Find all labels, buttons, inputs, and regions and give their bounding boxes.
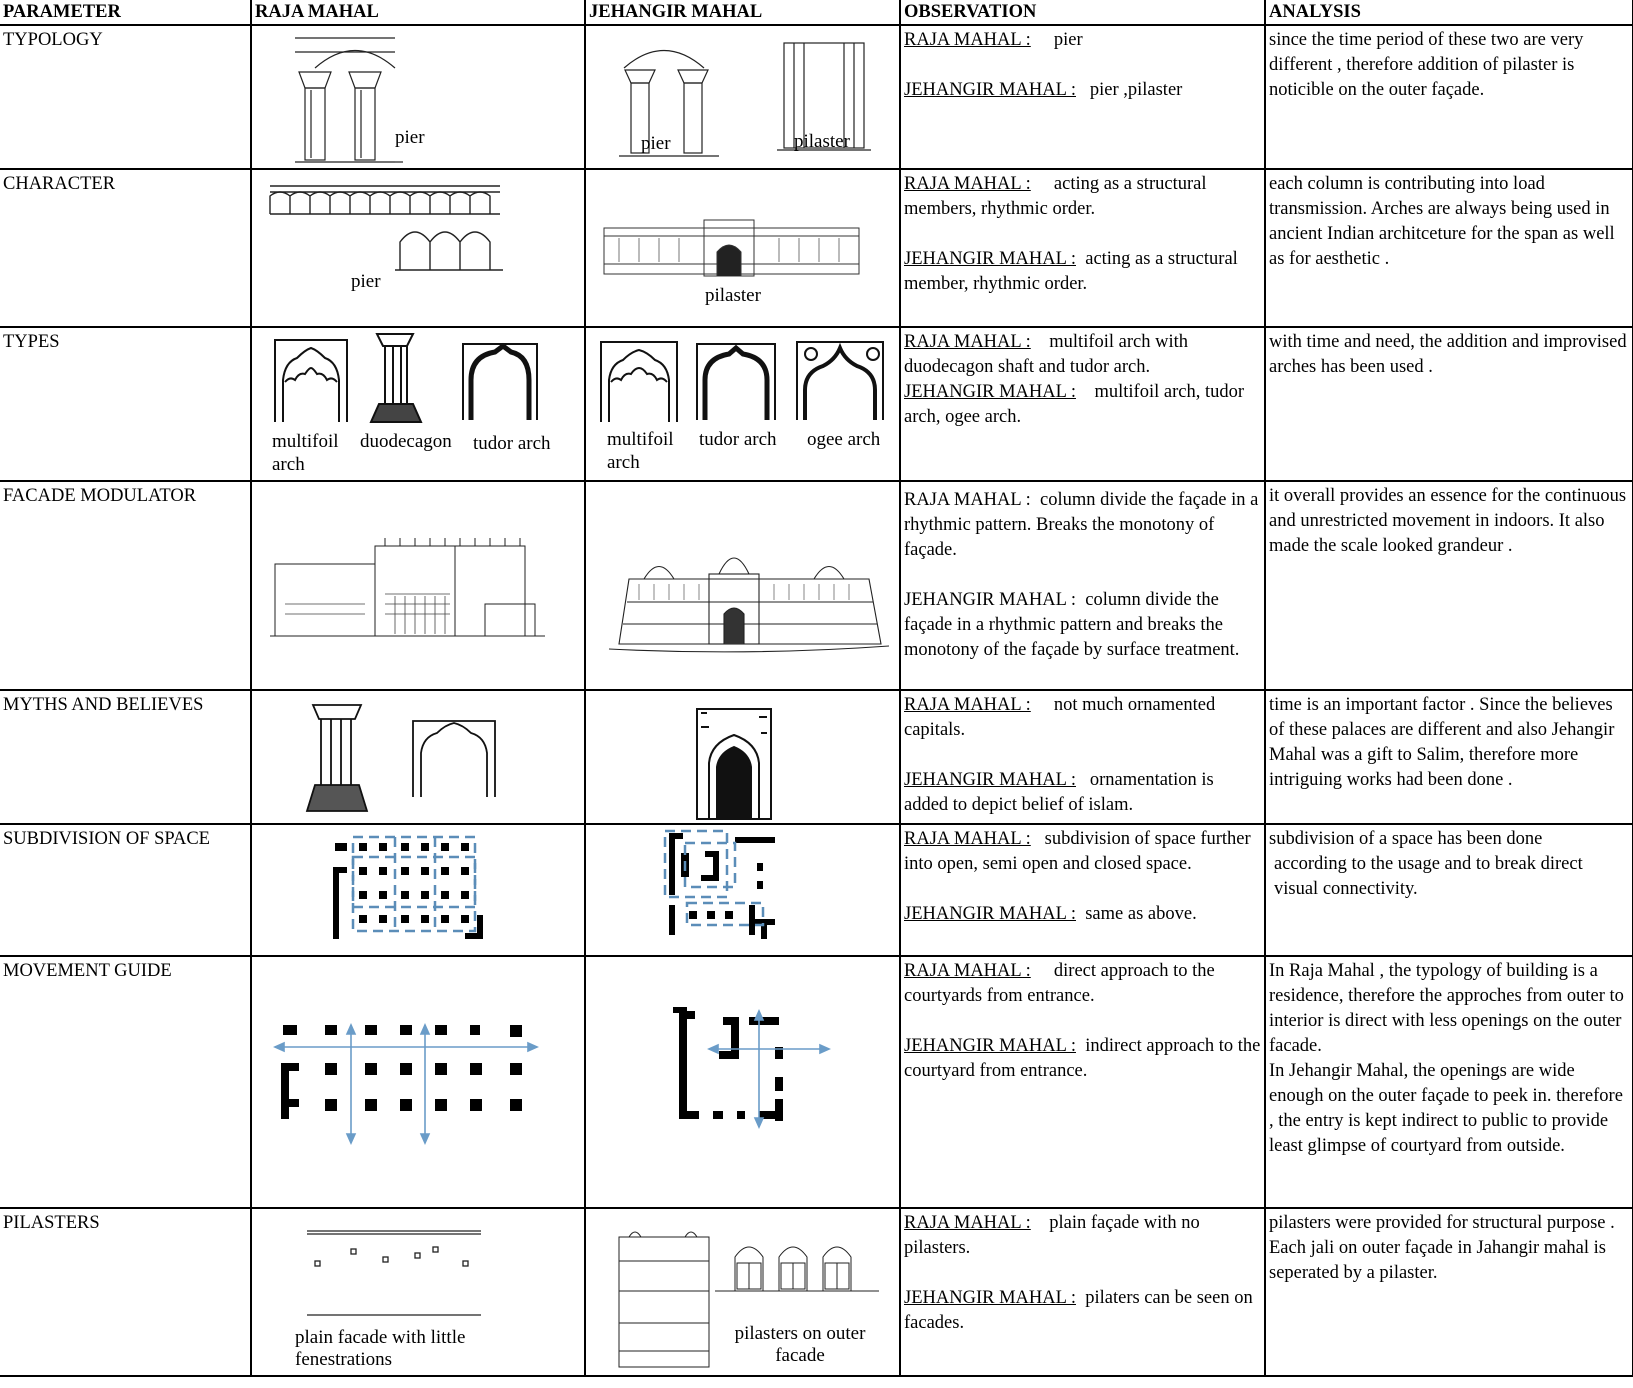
- raja-caption: pier: [351, 271, 381, 292]
- analysis-cell: [1265, 481, 1633, 690]
- obs-jehangir-label: JEHANGIR MAHAL :: [904, 80, 1076, 100]
- obs-raja-text: column divide the façade in a rhythmic pattern. Breaks the monotony of façade.: [904, 490, 1259, 560]
- observation-cell: [900, 327, 1265, 481]
- obs-jehangir-text: pilaters can be seen on facades.: [904, 1288, 1253, 1333]
- obs-raja-text: not much ornamented capitals.: [904, 695, 1216, 740]
- analysis-text: ancient Indian architceture for the span as well: [1269, 224, 1615, 244]
- param-cell: TYPOLOGY: [0, 25, 251, 169]
- obs-jehangir-text: same as above.: [1085, 904, 1197, 924]
- analysis-cell: [1265, 1208, 1633, 1376]
- table-row-myths-and-believes: [0, 690, 1633, 824]
- param-cell: TYPES: [0, 327, 251, 481]
- obs-raja-text: multifoil arch with duodecagon shaft and tudor arch.: [904, 332, 1189, 377]
- analysis-cell: [1265, 956, 1633, 1208]
- param-cell: MOVEMENT GUIDE: [0, 956, 251, 1208]
- table-row-character: [0, 169, 1633, 327]
- obs-jehangir-label: JEHANGIR MAHAL :: [904, 904, 1076, 924]
- obs-raja-label: RAJA MAHAL :: [904, 174, 1031, 194]
- analysis-cell: [1265, 690, 1633, 824]
- jehangir-figure-cell: [585, 956, 900, 1208]
- raja-caption: tudor arch: [473, 433, 551, 454]
- observation-cell: [900, 481, 1265, 690]
- jehangir-figure-cell: [585, 25, 900, 169]
- obs-jehangir-label: JEHANGIR MAHAL :: [904, 249, 1076, 269]
- header-jehangir-mahal: JEHANGIR MAHAL: [585, 0, 900, 25]
- obs-jehangir-text: column divide the façade in a rhythmic pattern and breaks the monotony of the façade by surface treatment.: [904, 590, 1240, 660]
- header-raja-mahal: RAJA MAHAL: [251, 0, 585, 25]
- raja-figure-cell: [251, 169, 585, 327]
- raja-figure-cell: [251, 824, 585, 956]
- movement-plan-sketch-icon: [589, 959, 900, 1207]
- analysis-text: In Raja Mahal , the typology of building is a residence, therefore the approches from outer to interior is direct with less openings on the outer facade.: [1269, 961, 1624, 1056]
- facade-sketch-icon: [589, 484, 900, 689]
- obs-jehangir-label: JEHANGIR MAHAL :: [904, 1036, 1076, 1056]
- obs-raja-label: RAJA MAHAL :: [904, 829, 1031, 849]
- obs-raja-label: RAJA MAHAL :: [904, 1213, 1031, 1233]
- analysis-cell: [1265, 824, 1633, 956]
- jehangir-caption: tudor arch: [699, 429, 777, 450]
- jehangir-figure-cell: [585, 481, 900, 690]
- table-row-subdivision-of-space: [0, 824, 1633, 956]
- obs-jehangir-text: multifoil arch, tudor arch, ogee arch.: [904, 382, 1244, 427]
- observation-cell: [900, 169, 1265, 327]
- analysis-text: pilasters were provided for structural purpose . Each jali on outer façade in Jahangir mahal is seperated by a pilaster.: [1269, 1213, 1615, 1283]
- raja-caption: multifoil arch: [272, 431, 339, 475]
- analysis-text: time is an important factor . Since the believes of these palaces are different and also Jehangir Mahal was a gift to Salim, therefore more intriguing works had been done .: [1269, 695, 1615, 790]
- param-cell: SUBDIVISION OF SPACE: [0, 824, 251, 956]
- obs-jehangir-label: JEHANGIR MAHAL :: [904, 1288, 1076, 1308]
- obs-raja-text: pier: [1053, 30, 1083, 50]
- observation-cell: [900, 1208, 1265, 1376]
- ornamented-arch-sketch-icon: [589, 693, 900, 823]
- obs-raja-text: acting as a structural members, rhythmic order.: [904, 174, 1207, 219]
- pier-pilaster-sketch-icon: [589, 28, 900, 168]
- obs-raja-label: RAJA MAHAL :: [904, 961, 1031, 981]
- jehangir-caption: pilaster: [794, 131, 850, 152]
- jehangir-figure-cell: [585, 1208, 900, 1376]
- analysis-cell: [1265, 169, 1633, 327]
- obs-jehangir-text: indirect approach to the courtyard from entrance.: [904, 1036, 1261, 1081]
- raja-figure-cell: [251, 956, 585, 1208]
- raja-caption: duodecagon: [360, 431, 452, 452]
- analysis-text: it overall provides an essence for the continuous and unrestricted movement in indoors. It also made the scale looked grandeur .: [1269, 486, 1627, 556]
- observation-cell: [900, 956, 1265, 1208]
- param-cell: FACADE MODULATOR: [0, 481, 251, 690]
- analysis-text: according to the usage and to break direct visual connectivity.: [1274, 854, 1583, 899]
- obs-jehangir-label: JEHANGIR MAHAL :: [904, 590, 1076, 610]
- pier-arch-sketch-icon: [255, 693, 585, 823]
- raja-caption: pier: [395, 127, 425, 148]
- param-cell: CHARACTER: [0, 169, 251, 327]
- plan-sketch-icon: [589, 827, 900, 955]
- obs-raja-label: RAJA MAHAL :: [904, 695, 1031, 715]
- facade-sketch-icon: [255, 484, 585, 689]
- analysis-text: with time and need, the addition and improvised arches has been used .: [1269, 332, 1627, 377]
- obs-jehangir-text: ornamentation is added to depict belief of islam.: [904, 770, 1214, 815]
- obs-raja-label: RAJA MAHAL :: [904, 30, 1031, 50]
- obs-raja-text: direct approach to the courtyards from entrance.: [904, 961, 1215, 1006]
- obs-raja-label: RAJA MAHAL :: [904, 490, 1031, 510]
- observation-cell: [900, 824, 1265, 956]
- jehangir-figure-cell: [585, 327, 900, 481]
- header-analysis: ANALYSIS: [1265, 0, 1633, 25]
- jehangir-caption: pilasters on outer facade: [734, 1323, 866, 1366]
- analysis-cell: [1265, 327, 1633, 481]
- raja-figure-cell: [251, 327, 585, 481]
- plan-sketch-icon: [255, 827, 585, 955]
- movement-plan-sketch-icon: [255, 959, 585, 1207]
- jehangir-caption: pier: [641, 133, 671, 154]
- analysis-text: each column is contributing into load transmission. Arches are always being used in: [1269, 174, 1610, 219]
- param-cell: MYTHS AND BELIEVES: [0, 690, 251, 824]
- raja-figure-cell: [251, 481, 585, 690]
- header-row: [0, 0, 1633, 25]
- jehangir-caption: pilaster: [705, 285, 761, 306]
- jehangir-figure-cell: [585, 690, 900, 824]
- analysis-text: In Jehangir Mahal, the openings are wide enough on the outer façade to peek in. therefore , the entry is kept indirect to public to provide least glimpse of courtyard from outside.: [1269, 1061, 1623, 1156]
- obs-jehangir-label: JEHANGIR MAHAL :: [904, 382, 1076, 402]
- observation-cell: [900, 690, 1265, 824]
- header-observation: OBSERVATION: [900, 0, 1265, 25]
- raja-caption: plain facade with little fenestrations: [295, 1327, 466, 1370]
- analysis-text: since the time period of these two are very different , therefore addition of pilaster is noticible on the outer façade.: [1269, 30, 1584, 100]
- obs-jehangir-text: acting as a structural member, rhythmic order.: [904, 249, 1238, 294]
- table-row-typology: [0, 25, 1633, 169]
- obs-jehangir-text: pier ,pilaster: [1089, 80, 1183, 100]
- table-row-movement-guide: [0, 956, 1633, 1208]
- arcade-sketch-icon: [255, 172, 585, 326]
- raja-figure-cell: [251, 1208, 585, 1376]
- analysis-cell: [1265, 25, 1633, 169]
- analysis-text: subdivision of a space has been done: [1269, 829, 1543, 849]
- jehangir-caption: ogee arch: [807, 429, 881, 450]
- raja-figure-cell: [251, 690, 585, 824]
- observation-cell: [900, 25, 1265, 169]
- jehangir-caption: multifoil arch: [607, 429, 674, 473]
- raja-figure-cell: [251, 25, 585, 169]
- table-row-types: [0, 327, 1633, 481]
- analysis-text: as for aesthetic .: [1269, 249, 1390, 269]
- obs-raja-label: RAJA MAHAL :: [904, 332, 1031, 352]
- jehangir-figure-cell: [585, 169, 900, 327]
- header-parameter: PARAMETER: [0, 0, 251, 25]
- obs-jehangir-label: JEHANGIR MAHAL :: [904, 770, 1076, 790]
- table-row-facade-modulator: [0, 481, 1633, 690]
- jehangir-figure-cell: [585, 824, 900, 956]
- table-row-pilasters: [0, 1208, 1633, 1376]
- obs-raja-text: subdivision of space further into open, semi open and closed space.: [904, 829, 1251, 874]
- param-cell: PILASTERS: [0, 1208, 251, 1376]
- obs-raja-text: plain façade with no pilasters.: [904, 1213, 1200, 1258]
